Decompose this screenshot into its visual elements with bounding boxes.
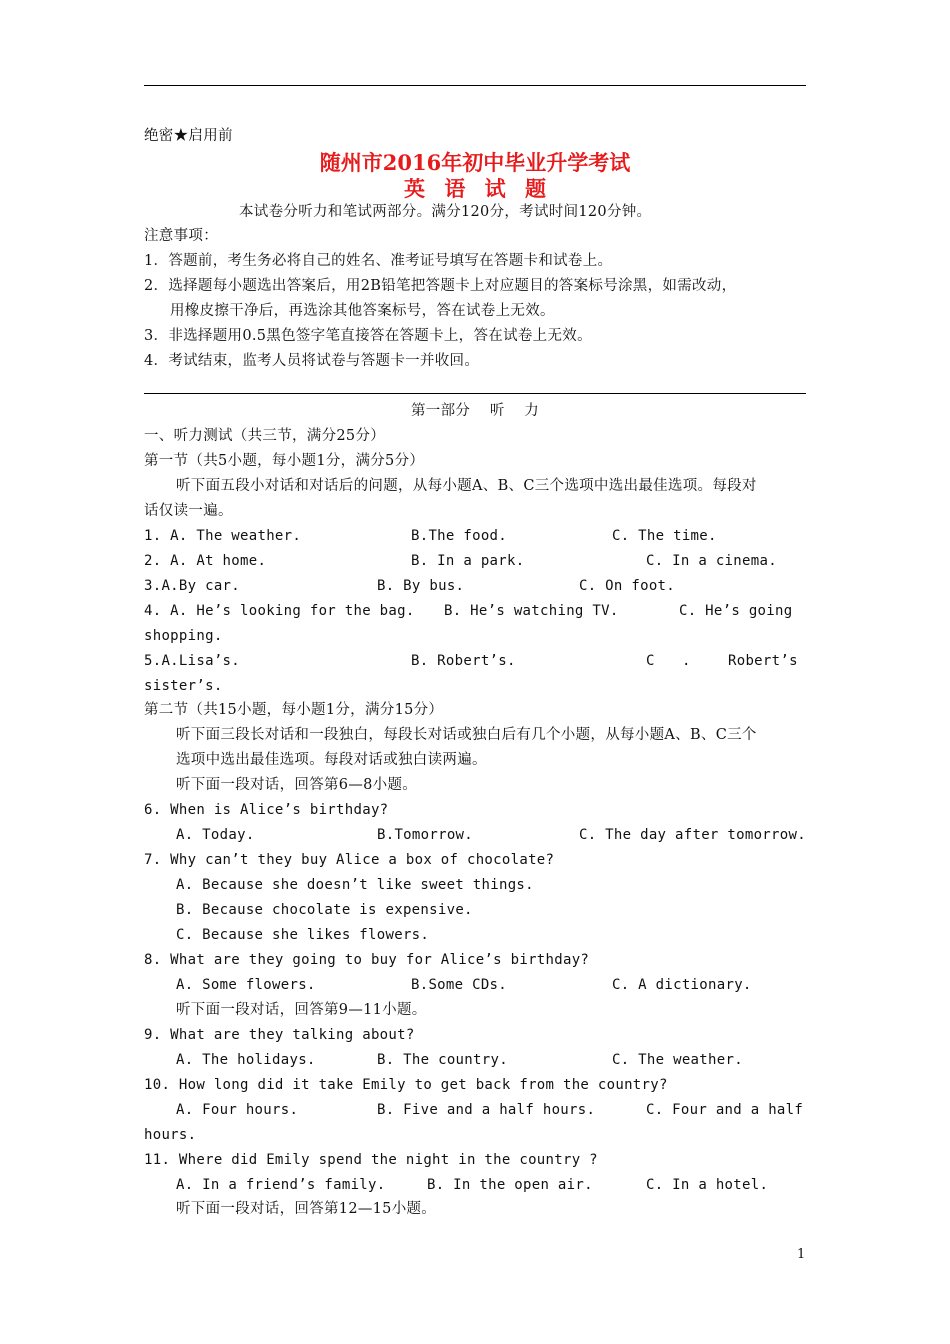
subsection-1-title: 第一节（共5小题，每小题1分，满分5分）: [144, 453, 425, 469]
subject-title: 英 语 试 题: [404, 176, 546, 201]
q5-option-c-dot: .: [682, 653, 691, 669]
q8-option-c: C. A dictionary.: [612, 977, 752, 993]
subsection-2-title: 第二节（共15小题，每小题1分，满分15分）: [144, 702, 444, 718]
q1-option-c: C. The time.: [612, 528, 717, 544]
subsection-1-instructions: 听下面五段小对话和对话后的问题，从每小题A、B、C三个选项中选出最佳选项。每段对: [176, 478, 757, 494]
q7-stem: 7. Why can’t they buy Alice a box of chocolate?: [144, 852, 555, 868]
q1-option-a: 1. A. The weather.: [144, 528, 302, 544]
part-heading: 第一部分 听 力: [411, 403, 540, 419]
q9-stem: 9. What are they talking about?: [144, 1027, 415, 1043]
subsection-2-instructions: 听下面三段长对话和一段独白，每段长对话或独白后有几个小题，从每小题A、B、C三个: [176, 727, 757, 743]
q9-option-a: A. The holidays.: [176, 1052, 316, 1068]
q4-option-b: B. He’s watching TV.: [444, 603, 619, 619]
q11-stem: 11. Where did Emily spend the night in the country ?: [144, 1152, 598, 1168]
q7-option-b: B. Because chocolate is expensive.: [176, 902, 473, 918]
q6-option-b: B.Tomorrow.: [377, 827, 474, 843]
note-2: 2．选择题每小题选出答案后，用2B铅笔把答题卡上对应题目的答案标号涂黑，如需改动，: [144, 278, 737, 294]
q10-option-b: B. Five and a half hours.: [377, 1102, 596, 1118]
q10-stem: 10. How long did it take Emily to get back from the country?: [144, 1077, 668, 1093]
q2-option-b: B. In a park.: [411, 553, 525, 569]
dialogue-instruction-9-11: 听下面一段对话，回答第9—11小题。: [176, 1002, 427, 1018]
dialogue-instruction-6-8: 听下面一段对话，回答第6—8小题。: [176, 777, 418, 793]
q5-option-c: Robert’s: [728, 653, 798, 669]
q6-stem: 6. When is Alice’s birthday?: [144, 802, 389, 818]
q10-option-a: A. Four hours.: [176, 1102, 299, 1118]
subsection-1-instructions-cont: 话仅读一遍。: [144, 503, 233, 519]
q4-option-c-cont: shopping.: [144, 628, 223, 644]
note-1: 1．答题前，考生务必将自己的姓名、准考证号填写在答题卡和试卷上。: [144, 253, 613, 269]
q3-option-c: C. On foot.: [579, 578, 676, 594]
q8-stem: 8. What are they going to buy for Alice’s birthday?: [144, 952, 590, 968]
exam-title: 随州市2016年初中毕业升学考试: [319, 150, 631, 175]
q2-option-c: C. In a cinema.: [646, 553, 777, 569]
q5-option-c-cont: sister’s.: [144, 678, 223, 694]
q6-option-a: A. Today.: [176, 827, 255, 843]
exam-intro: 本试卷分听力和笔试两部分。满分120分，考试时间120分钟。: [239, 204, 652, 220]
q3-option-b: B. By bus.: [377, 578, 465, 594]
q6-option-c: C. The day after tomorrow.: [579, 827, 806, 843]
q1-option-b: B.The food.: [411, 528, 508, 544]
q4-option-c: C. He’s going: [679, 603, 793, 619]
q5-option-a: 5.A.Lisa’s.: [144, 653, 241, 669]
q4-option-a: 4. A. He’s looking for the bag.: [144, 603, 415, 619]
q11-option-a: A. In a friend’s family.: [176, 1177, 386, 1193]
q7-option-c: C. Because she likes flowers.: [176, 927, 430, 943]
q7-option-a: A. Because she doesn’t like sweet things.: [176, 877, 534, 893]
q8-option-a: A. Some flowers.: [176, 977, 316, 993]
section-rule: [144, 393, 806, 394]
q9-option-b: B. The country.: [377, 1052, 508, 1068]
q10-option-c-cont: hours.: [144, 1127, 197, 1143]
listening-section-title: 一、听力测试（共三节，满分25分）: [144, 428, 386, 444]
dialogue-instruction-12-15: 听下面一段对话，回答第12—15小题。: [176, 1201, 437, 1217]
note-4: 4．考试结束，监考人员将试卷与答题卡一并收回。: [144, 353, 480, 369]
q10-option-c: C. Four and a half: [646, 1102, 804, 1118]
q2-option-a: 2. A. At home.: [144, 553, 267, 569]
top-rule: [144, 85, 806, 86]
q8-option-b: B.Some CDs.: [411, 977, 508, 993]
q3-option-a: 3.A.By car.: [144, 578, 241, 594]
notes-heading: 注意事项：: [144, 228, 218, 244]
q5-option-c-letter: C: [646, 653, 655, 669]
classification-label: 绝密★启用前: [144, 128, 233, 144]
q11-option-b: B. In the open air.: [427, 1177, 593, 1193]
q11-option-c: C. In a hotel.: [646, 1177, 769, 1193]
subsection-2-instructions-cont: 选项中选出最佳选项。每段对话或独白读两遍。: [176, 752, 487, 768]
note-2-cont: 用橡皮擦干净后，再选涂其他答案标号，答在试卷上无效。: [170, 303, 555, 319]
note-3: 3．非选择题用0.5黑色签字笔直接答在答题卡上，答在试卷上无效。: [144, 328, 592, 344]
q9-option-c: C. The weather.: [612, 1052, 743, 1068]
q5-option-b: B. Robert’s.: [411, 653, 516, 669]
page-number: 1: [797, 1247, 806, 1262]
